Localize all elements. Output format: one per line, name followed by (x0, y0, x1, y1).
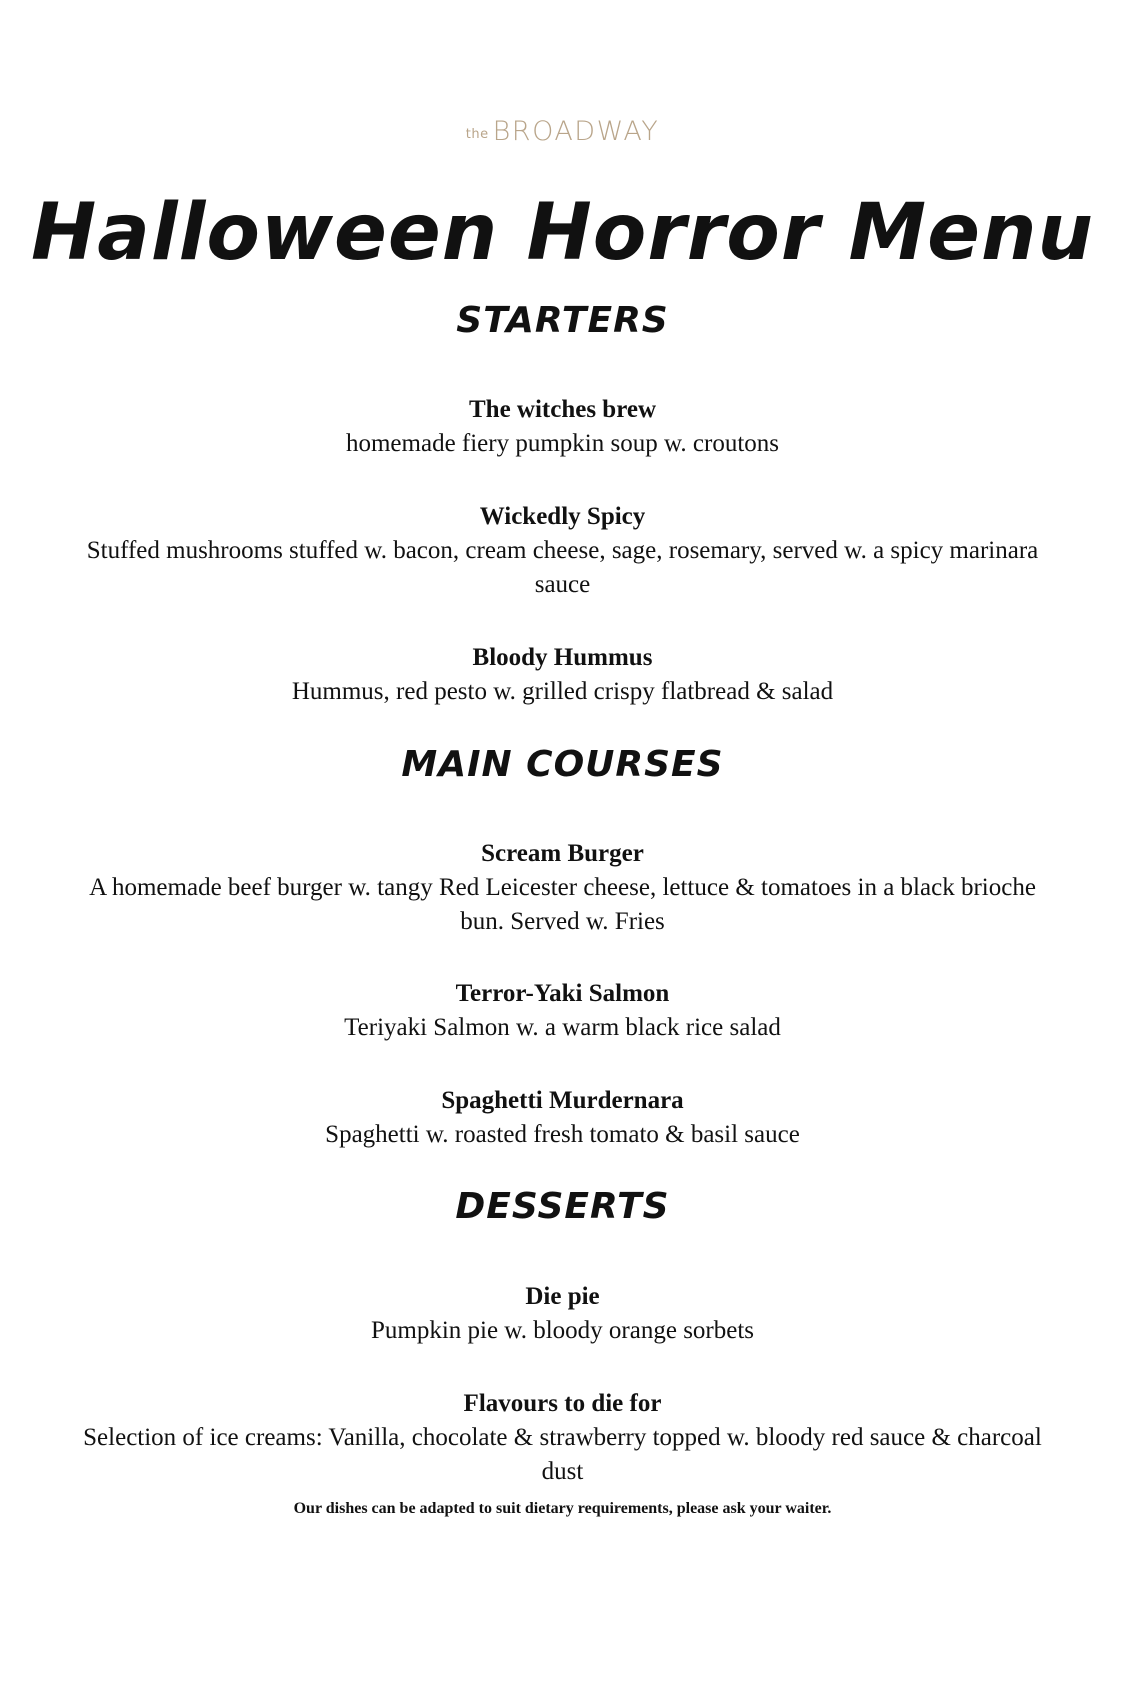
menu-title: Halloween Horror Menu (30, 188, 1095, 278)
section-heading-main-courses: MAIN COURSES (401, 744, 724, 785)
menu-item-description: Stuffed mushrooms stuffed w. bacon, cream cheese, sage, rosemary, served w. a spicy marinara sauce (86, 537, 1039, 598)
menu-item (70, 1280, 1055, 1348)
menu-item-description: Selection of ice creams: Vanilla, chocolate & strawberry topped w. bloody red sauce & charcoal dust (83, 1424, 1042, 1485)
menu-item-name: The witches brew (468, 396, 657, 423)
menu-item-name: Die pie (525, 1283, 600, 1310)
menu-item (70, 1084, 1055, 1152)
section-heading-desserts: DESSERTS (455, 1186, 670, 1227)
menu-item-description: Spaghetti w. roasted fresh tomato & basil sauce (325, 1121, 800, 1148)
menu-item-name: Flavours to die for (463, 1390, 662, 1417)
menu-item (70, 977, 1055, 1045)
menu-item (70, 641, 1055, 709)
menu-item (70, 393, 1055, 461)
menu-item-description: Pumpkin pie w. bloody orange sorbets (370, 1317, 755, 1344)
dietary-footnote: Our dishes can be adapted to suit dietary requirements, please ask your waiter. (293, 1500, 832, 1517)
menu-item-description: A homemade beef burger w. tangy Red Leicester cheese, lettuce & tomatoes in a black brioche bun. Served w. Fries (89, 874, 1036, 935)
menu-item-description: Teriyaki Salmon w. a warm black rice salad (344, 1014, 781, 1041)
menu-item-name: Terror-Yaki Salmon (455, 980, 670, 1007)
menu-item-name: Wickedly Spicy (479, 503, 646, 530)
logo-brand: BROADWAY (492, 116, 660, 147)
section-heading-starters: STARTERS (456, 300, 669, 341)
menu-item (70, 1387, 1055, 1489)
restaurant-logo (0, 116, 1125, 147)
menu-item-name: Spaghetti Murdernara (441, 1087, 684, 1114)
menu-item (70, 837, 1055, 939)
logo-prefix: the (465, 127, 489, 142)
menu-item-description: Hummus, red pesto w. grilled crispy flatbread & salad (291, 678, 834, 705)
menu-item-name: Bloody Hummus (472, 644, 653, 671)
menu-item-name: Scream Burger (481, 840, 644, 867)
menu-item-description: homemade fiery pumpkin soup w. croutons (345, 430, 780, 457)
menu-item (70, 500, 1055, 602)
